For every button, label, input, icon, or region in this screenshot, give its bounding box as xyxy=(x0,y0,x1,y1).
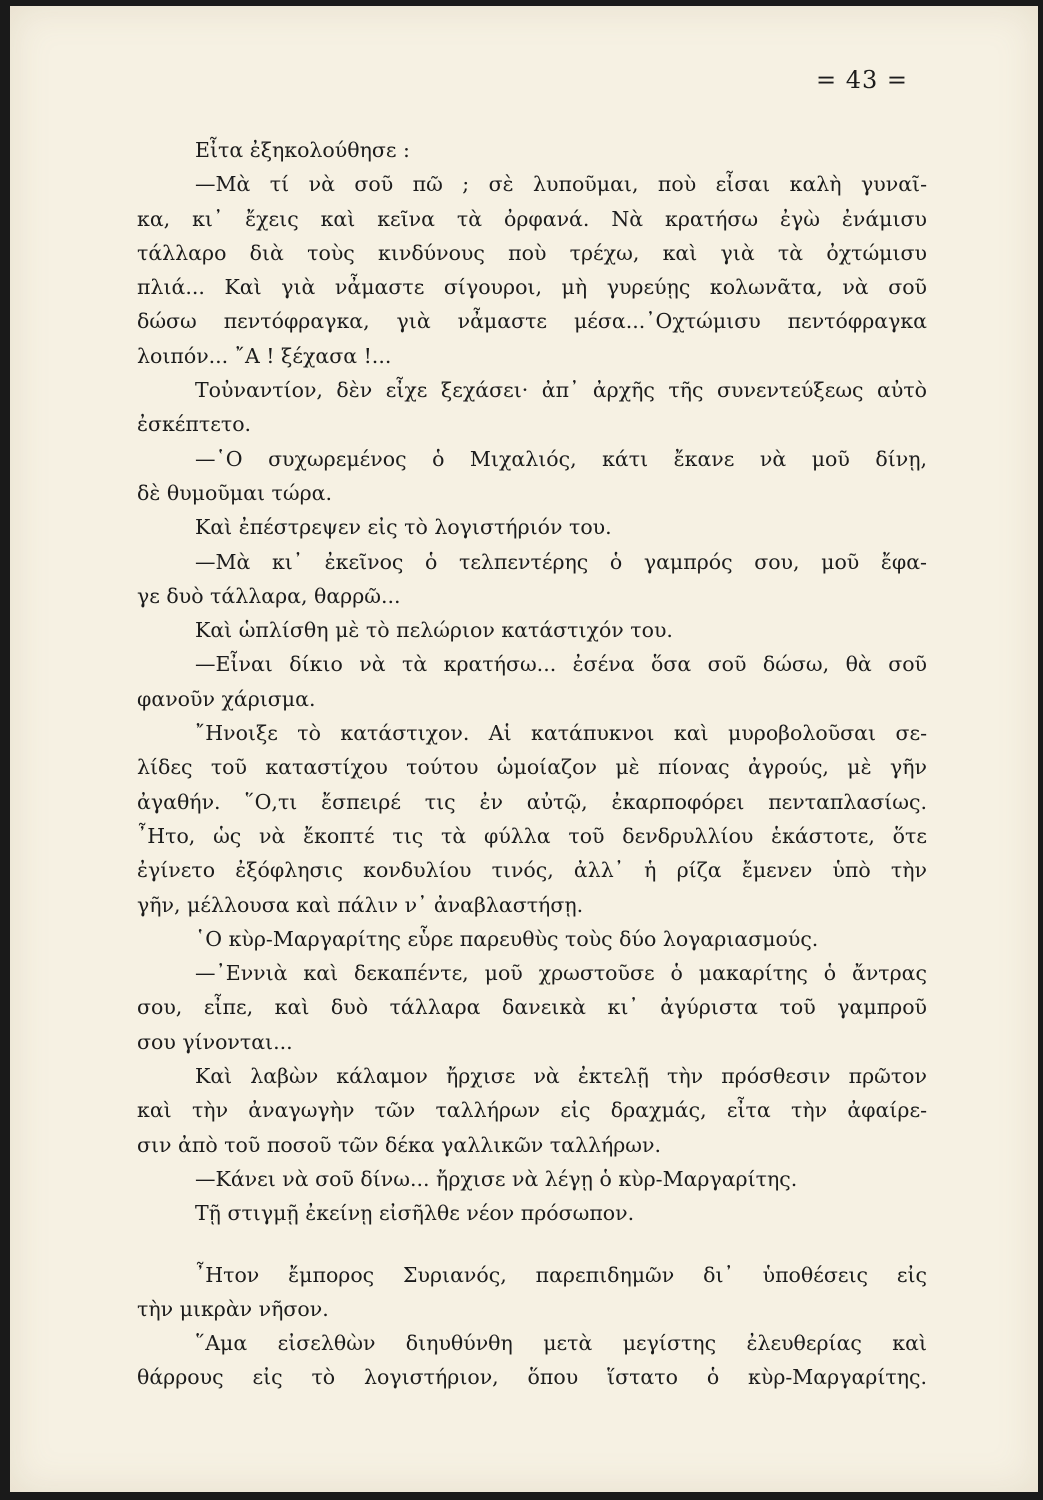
page-number: = 43 = xyxy=(815,66,908,94)
text-line: δώσω πεντόφραγκα, γιὰ νἆμαστε μέσα...᾿Οχτώμισυ πεντόφραγκα xyxy=(137,309,927,334)
text-line: Καὶ ἐπέστρεψεν εἰς τὸ λογιστήριόν του. xyxy=(195,515,612,540)
text-line: —Κάνει νὰ σοῦ δίνω... ἤρχισε νὰ λέγῃ ὁ κὺρ-Μαργαρίτης. xyxy=(195,1166,798,1191)
text-line: φανοῦν χάρισμα. xyxy=(137,686,316,711)
text-line: Τῇ στιγμῇ ἐκείνῃ εἰσῆλθε νέον πρόσωπον. xyxy=(195,1201,635,1226)
text-line: ῎Ηνοιξε τὸ κατάστιχον. Αἱ κατάπυκνοι καὶ μυροβολοῦσαι σε- xyxy=(195,721,927,746)
text-line: κα, κι᾿ ἔχεις καὶ κεῖνα τὰ ὀρφανά. Νὰ κρατήσω ἐγὼ ἐνάμισυ xyxy=(137,206,927,231)
text-line: ἀγαθήν. ῞Ο,τι ἔσπειρέ τις ἐν αὐτῷ, ἐκαρποφόρει πενταπλασίως. xyxy=(137,789,927,814)
text-line: θάρρους εἰς τὸ λογιστήριον, ὅπου ἵστατο ὁ κὺρ-Μαργαρίτης. xyxy=(137,1365,927,1390)
text-line: σου γίνονται... xyxy=(137,1029,293,1054)
text-line: ἐγίνετο ἐξόφλησις κονδυλίου τινός, ἀλλ᾿ ἡ ρίζα ἔμενεν ὑπὸ τὴν xyxy=(137,858,927,883)
text-line: τὴν μικρὰν νῆσον. xyxy=(137,1296,329,1321)
text-line: ἐσκέπτετο. xyxy=(137,412,252,437)
text-line: λίδες τοῦ καταστίχου τούτου ὡμοίαζον μὲ πίονας ἀγρούς, μὲ γῆν xyxy=(137,755,927,780)
text-line: —᾿Εννιὰ καὶ δεκαπέντε, μοῦ χρωστοῦσε ὁ μακαρίτης ὁ ἄντρας xyxy=(195,961,927,986)
page-text xyxy=(137,133,927,1395)
text-line: δὲ θυμοῦμαι τώρα. xyxy=(137,480,332,505)
text-line: πλιά... Καὶ γιὰ νἆμαστε σίγουροι, μὴ γυρεύῃς κολωνᾶτα, νὰ σοῦ xyxy=(137,275,927,300)
text-line: λοιπόν... ῎Α ! ξέχασα !... xyxy=(137,343,392,368)
text-line: Εἶτα ἐξηκολούθησε : xyxy=(195,138,410,162)
text-line: —Εἶναι δίκιο νὰ τὰ κρατήσω... ἐσένα ὅσα σοῦ δώσω, θὰ σοῦ xyxy=(195,652,927,677)
text-line: ῏Ητον ἔμπορος Συριανός, παρεπιδημῶν δι᾿ ὑποθέσεις εἰς xyxy=(195,1262,927,1287)
text-line: ῏Ητο, ὡς νὰ ἔκοπτέ τις τὰ φύλλα τοῦ δενδρυλλίου ἑκάστοτε, ὅτε xyxy=(137,823,927,848)
text-line: Τοὐναντίον, δὲν εἶχε ξεχάσει· ἀπ᾿ ἀρχῆς τῆς συνεντεύξεως αὐτὸ xyxy=(195,378,927,403)
text-line: —῾Ο συχωρεμένος ὁ Μιχαλιός, κάτι ἔκανε νὰ μοῦ δίνῃ, xyxy=(195,446,927,471)
text-line: σιν ἀπὸ τοῦ ποσοῦ τῶν δέκα γαλλικῶν ταλλήρων. xyxy=(137,1132,661,1157)
text-line: Καὶ λαβὼν κάλαμον ἤρχισε νὰ ἐκτελῇ τὴν πρόσθεσιν πρῶτον xyxy=(195,1064,927,1089)
text-line: —Μὰ τί νὰ σοῦ πῶ ; σὲ λυποῦμαι, ποὺ εἶσαι καλὴ γυναῖ- xyxy=(195,172,927,197)
text-line: γε δυὸ τάλλαρα, θαρρῶ... xyxy=(137,583,401,608)
text-line: ῾Ο κὺρ-Μαργαρίτης εὗρε παρευθὺς τοὺς δύο λογαριασμούς. xyxy=(195,926,819,951)
text-line: Καὶ ὡπλίσθη μὲ τὸ πελώριον κατάστιχόν του. xyxy=(195,618,673,643)
text-line: ῞Αμα εἰσελθὼν διηυθύνθη μετὰ μεγίστης ἐλευθερίας καὶ xyxy=(195,1331,927,1356)
text-line: γῆν, μέλλουσα καὶ πάλιν ν᾿ ἀναβλαστήσῃ. xyxy=(137,892,584,917)
text-line: σου, εἶπε, καὶ δυὸ τάλλαρα δανεικὰ κι᾿ ἀγύριστα τοῦ γαμπροῦ xyxy=(137,995,927,1020)
text-line: καὶ τὴν ἀναγωγὴν τῶν ταλλήρων εἰς δραχμάς, εἶτα τὴν ἀφαίρε- xyxy=(137,1098,927,1123)
text-line: τάλλαρο διὰ τοὺς κινδύνους ποὺ τρέχω, καὶ γιὰ τὰ ὀχτώμισυ xyxy=(137,240,927,265)
text-line: —Μὰ κι᾿ ἐκεῖνος ὁ τελπεντέρης ὁ γαμπρός σου, μοῦ ἔφα- xyxy=(195,549,927,574)
section-gap xyxy=(137,1231,927,1258)
book-page xyxy=(10,6,1038,1492)
